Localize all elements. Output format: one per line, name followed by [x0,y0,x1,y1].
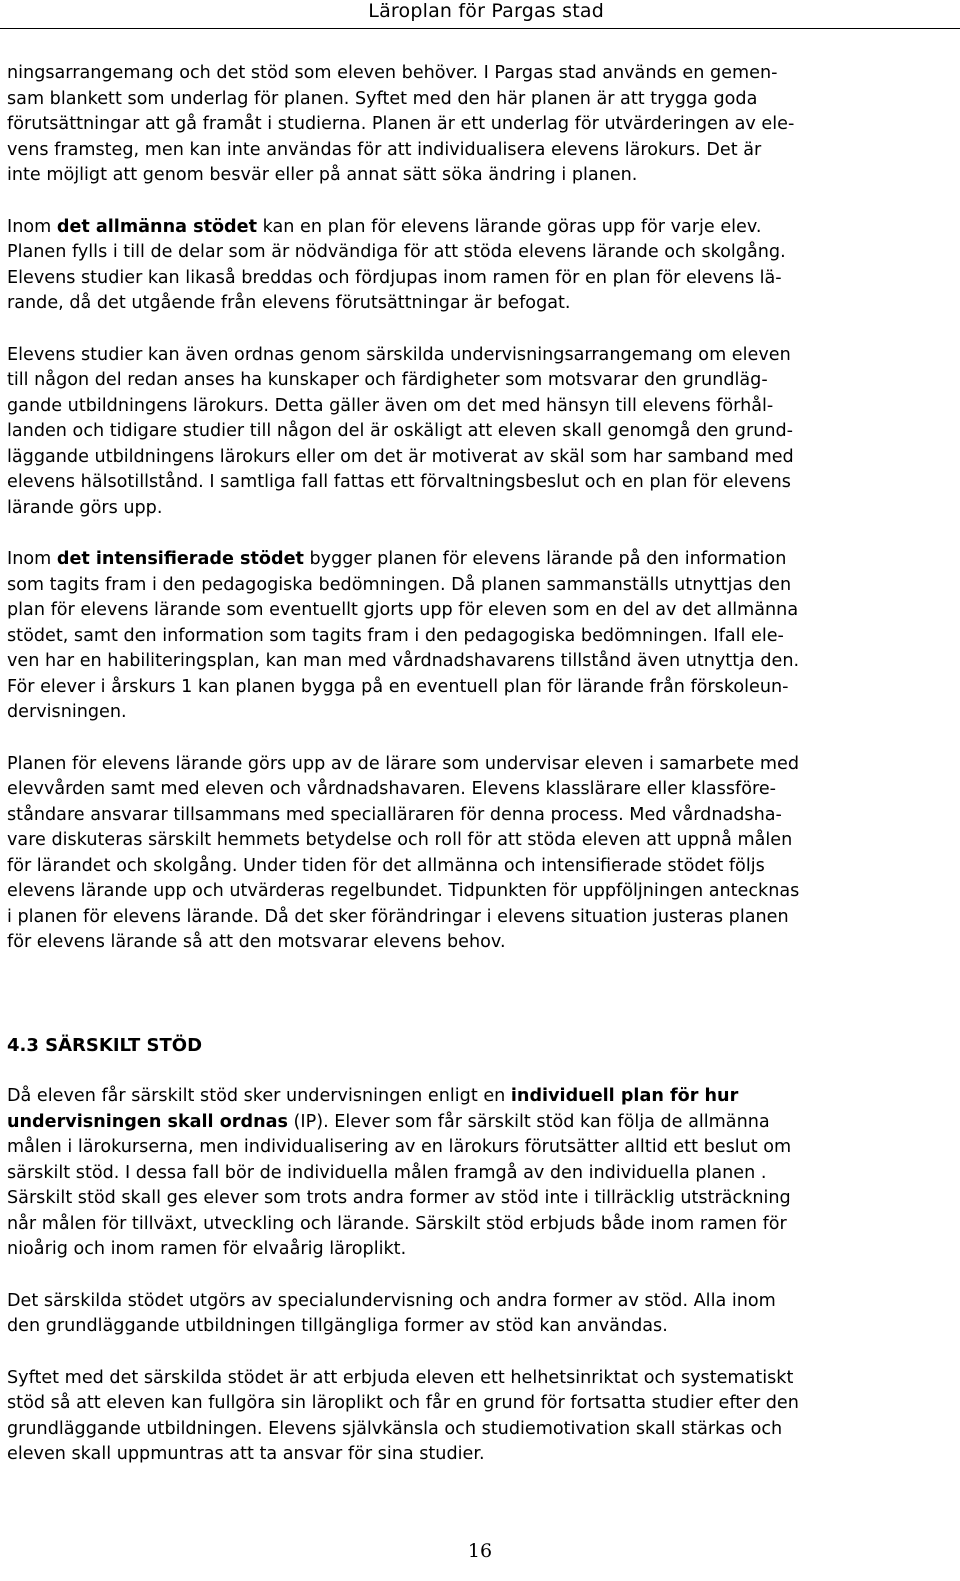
text-line: stödet, samt den information som tagits fram i den pedagogiska bedömningen. Ifall ele- [7,625,784,646]
paragraph-special-support-purpose [7,1366,949,1468]
text-line: nioårig och inom ramen för elvaårig läroplikt. [7,1239,407,1259]
text-line: förutsättningar att gå framåt i studierna. Planen är ett underlag för utvärderingen av ele- [7,114,795,134]
text-line: För elever i årskurs 1 kan planen bygga på en eventuell plan för lärande från förskoleun- [7,676,789,697]
text-line: elevvården samt med eleven och vårdnadshavaren. Elevens klasslärare eller klassföre- [7,779,777,799]
text-line: eleven skall uppmuntras att ta ansvar för sina studier. [7,1444,485,1464]
text-line: elevens lärande upp och utvärderas regelbundet. Tidpunkten för uppföljningen antecknas [7,881,800,901]
bold-term: det intensifierade stödet [56,549,304,569]
text-line: till någon del redan anses ha kunskaper och färdigheter som motsvarar den grundläg- [7,370,768,390]
document-body [7,61,949,1468]
text-line: Inom det intensifierade stödet bygger planen för elevens lärande på den information [7,549,787,569]
text-line: når målen för tillväxt, utveckling och lärande. Särskilt stöd erbjuds både inom ramen för [7,1213,787,1234]
paragraph-general-support [7,215,949,317]
paragraph-special-support-plan [7,1084,949,1263]
text-line: den grundläggande utbildningen tillgängliga former av stöd kan användas. [7,1316,668,1336]
text-line: vare diskuteras särskilt hemmets betydelse och roll för att stöda eleven att uppnå målen [7,830,793,850]
text-line: vens framsteg, men kan inte användas för att individualisera elevens lärokurs. Det är [7,139,762,160]
paragraph-intensified-support [7,547,949,726]
text-line: Elevens studier kan även ordnas genom särskilda undervisningsarrangemang om eleven [7,344,791,365]
text-line: grundläggande utbildningen. Elevens självkänsla och studiemotivation skall stärkas och [7,1418,783,1439]
text-line: i planen för elevens lärande. Då det sker förändringar i elevens situation justeras planen [7,906,789,927]
running-header [0,0,960,29]
text-line: Det särskilda stödet utgörs av specialundervisning och andra former av stöd. Alla inom [7,1290,776,1311]
text-line: Planen för elevens lärande görs upp av de lärare som undervisar eleven i samarbete med [7,753,800,774]
text-line: plan för elevens lärande som eventuellt gjorts upp för eleven som en del av det allmänna [7,600,799,620]
paragraph-special-support-forms [7,1289,949,1340]
text-line: ven har en habiliteringsplan, kan man med vårdnadshavarens tillstånd även utnyttja den. [7,651,800,671]
text-line: inte möjligt att genom besvär eller på annat sätt söka ändring i planen. [7,165,638,185]
text-line: landen och tidigare studier till någon del är oskäligt att eleven skall genomgå den grund- [7,421,794,441]
text-line: rande, då det utgående från elevens förutsättningar är befogat. [7,293,571,313]
text-line: dervisningen. [7,702,127,722]
text-line: målen i lärokurserna, men individualisering av en lärokurs förutsätter alltid ett beslut om [7,1137,792,1157]
text-line: som tagits fram i den pedagogiska bedömningen. Då planen sammanställs utnyttjas den [7,574,792,595]
text-line: gande utbildningens lärokurs. Detta gäller även om det med hänsyn till elevens förhål- [7,395,774,416]
text-line: för lärandet och skolgång. Under tiden för det allmänna och intensifierade stödet följs [7,855,765,876]
section-heading: 4.3 SÄRSKILT STÖD [7,1034,203,1056]
text-line: sam blankett som underlag för planen. Syftet med den här planen är att trygga goda [7,88,758,109]
text-line: läggande utbildningens lärokurs eller om det är motiverat av skäl som har samband med [7,446,794,467]
bold-term: individuell plan för hur [510,1086,739,1106]
bold-term: undervisningen skall ordnas [7,1111,288,1132]
text-line: Elevens studier kan likaså breddas och fördjupas inom ramen för en plan för elevens lä- [7,267,782,288]
text-line: Inom det allmänna stödet kan en plan för elevens lärande göras upp för varje elev. [7,216,762,237]
text-line: undervisningen skall ordnas (IP). Elever som får särskilt stöd kan följa de allmänna [7,1111,770,1132]
header-title: Läroplan för Pargas stad [368,0,604,22]
text-line: stöd så att eleven kan fullgöra sin läroplikt och får en grund för fortsatta studier efter den [7,1393,799,1413]
text-line: ningsarrangemang och det stöd som eleven behöver. I Pargas stad används en gemen- [7,63,778,83]
text-line: för elevens lärande så att den motsvarar elevens behov. [7,932,506,952]
text-line: ståndare ansvarar tillsammans med specialläraren för denna process. Med vårdnadsha- [7,804,782,825]
text-line: Särskilt stöd skall ges elever som trots andra former av stöd inte i tillräcklig utsträckning [7,1188,791,1208]
text-line: särskilt stöd. I dessa fall bör de individuella målen framgå av den individuella planen . [7,1162,767,1183]
paragraph-plan-responsibility [7,752,949,956]
text-line: Planen fylls i till de delar som är nödvändiga för att stöda elevens lärande och skolgång. [7,242,786,262]
text-line: Syftet med det särskilda stödet är att erbjuda eleven ett helhetsinriktat och systematiskt [7,1367,794,1388]
text-line: elevens hälsotillstånd. I samtliga fall fattas ett förvaltningsbeslut och en plan för elevens [7,472,791,492]
text-line: lärande görs upp. [7,497,163,518]
bold-term: det allmänna stödet [56,216,257,237]
paragraph-special-arrangements [7,343,949,522]
paragraph-plan-intro [7,61,949,189]
page-number: 16 [467,1540,493,1562]
text-line: Då eleven får särskilt stöd sker undervisningen enligt en individuell plan för hur [7,1086,739,1106]
